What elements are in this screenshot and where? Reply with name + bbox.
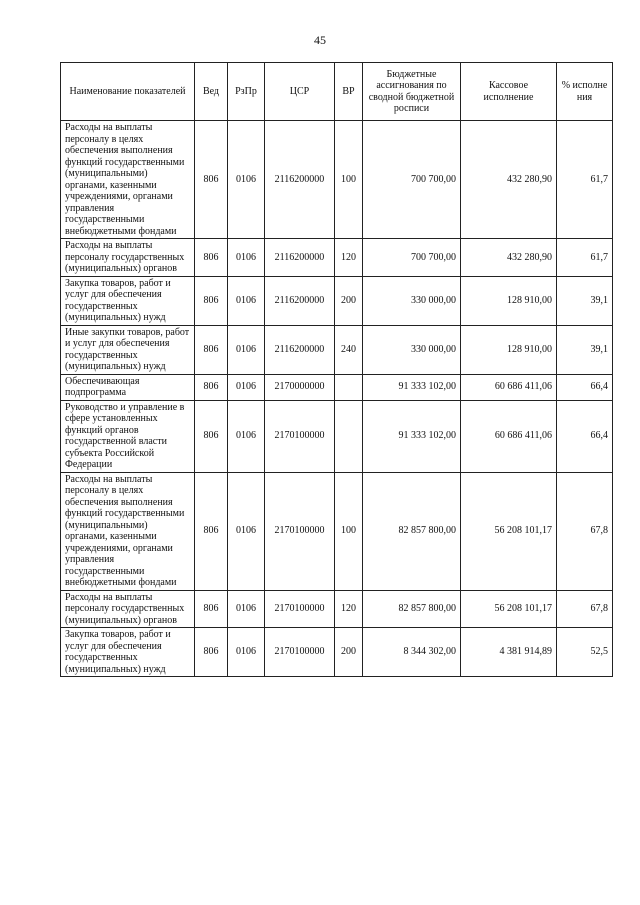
row-rzpr: 0106 <box>228 590 265 628</box>
row-ved: 806 <box>195 400 228 472</box>
table-row <box>61 400 613 472</box>
row-vr: 120 <box>335 590 363 628</box>
row-assignments: 700 700,00 <box>363 121 461 239</box>
row-vr: 240 <box>335 325 363 374</box>
header-name: Наименование показателей <box>61 63 195 121</box>
row-cash-execution: 56 208 101,17 <box>461 590 557 628</box>
row-percent: 67,8 <box>557 590 613 628</box>
row-name: Расходы на выплаты персоналу государственных (муниципальных) органов <box>61 590 195 628</box>
row-rzpr: 0106 <box>228 239 265 277</box>
row-csr: 2170000000 <box>265 374 335 400</box>
row-percent: 61,7 <box>557 239 613 277</box>
row-name: Расходы на выплаты персоналу в целях обеспечения выполнения функций государственными (муниципальными) органами, казенными учреждениями, органами управления государственными внебюджетными фондами <box>61 472 195 590</box>
table-row <box>61 121 613 239</box>
row-rzpr: 0106 <box>228 400 265 472</box>
row-assignments: 82 857 800,00 <box>363 472 461 590</box>
row-ved: 806 <box>195 325 228 374</box>
table-row <box>61 590 613 628</box>
row-ved: 806 <box>195 374 228 400</box>
row-percent: 61,7 <box>557 121 613 239</box>
row-csr: 2116200000 <box>265 121 335 239</box>
row-ved: 806 <box>195 472 228 590</box>
row-cash-execution: 60 686 411,06 <box>461 400 557 472</box>
row-vr: 200 <box>335 276 363 325</box>
header-percent: % исполне ния <box>557 63 613 121</box>
row-cash-execution: 4 381 914,89 <box>461 628 557 677</box>
row-rzpr: 0106 <box>228 472 265 590</box>
table-row <box>61 239 613 277</box>
row-ved: 806 <box>195 590 228 628</box>
row-cash-execution: 432 280,90 <box>461 121 557 239</box>
row-vr <box>335 374 363 400</box>
row-percent: 39,1 <box>557 325 613 374</box>
row-name: Иные закупки товаров, работ и услуг для обеспечения государственных (муниципальных) нужд <box>61 325 195 374</box>
row-assignments: 700 700,00 <box>363 239 461 277</box>
row-vr: 100 <box>335 121 363 239</box>
row-cash-execution: 60 686 411,06 <box>461 374 557 400</box>
header-cash-execution: Кассовое исполнение <box>461 63 557 121</box>
row-vr: 200 <box>335 628 363 677</box>
row-csr: 2170100000 <box>265 628 335 677</box>
row-name: Руководство и управление в сфере установленных функций органов государственной власти субъекта Российской Федерации <box>61 400 195 472</box>
page-number: 45 <box>314 33 326 47</box>
row-vr: 120 <box>335 239 363 277</box>
header-vr: ВР <box>335 63 363 121</box>
header-assignments: Бюджетные ассигнования по сводной бюджетной росписи <box>363 63 461 121</box>
budget-execution-table <box>60 62 613 677</box>
row-csr: 2116200000 <box>265 325 335 374</box>
row-assignments: 91 333 102,00 <box>363 400 461 472</box>
row-ved: 806 <box>195 628 228 677</box>
table-row <box>61 325 613 374</box>
row-rzpr: 0106 <box>228 374 265 400</box>
table-body <box>61 121 613 677</box>
row-rzpr: 0106 <box>228 276 265 325</box>
row-percent: 39,1 <box>557 276 613 325</box>
row-assignments: 330 000,00 <box>363 276 461 325</box>
row-percent: 67,8 <box>557 472 613 590</box>
table-row <box>61 276 613 325</box>
row-cash-execution: 128 910,00 <box>461 325 557 374</box>
table-row <box>61 374 613 400</box>
table-row <box>61 628 613 677</box>
row-assignments: 82 857 800,00 <box>363 590 461 628</box>
row-csr: 2170100000 <box>265 590 335 628</box>
header-rzpr: РзПр <box>228 63 265 121</box>
row-name: Обеспечивающая подпрограмма <box>61 374 195 400</box>
row-ved: 806 <box>195 121 228 239</box>
row-ved: 806 <box>195 239 228 277</box>
table-header-row <box>61 63 613 121</box>
header-ved: Вед <box>195 63 228 121</box>
row-rzpr: 0106 <box>228 121 265 239</box>
row-vr: 100 <box>335 472 363 590</box>
row-assignments: 330 000,00 <box>363 325 461 374</box>
row-csr: 2116200000 <box>265 239 335 277</box>
row-cash-execution: 432 280,90 <box>461 239 557 277</box>
row-percent: 66,4 <box>557 400 613 472</box>
row-cash-execution: 128 910,00 <box>461 276 557 325</box>
row-name: Закупка товаров, работ и услуг для обеспечения государственных (муниципальных) нужд <box>61 628 195 677</box>
row-rzpr: 0106 <box>228 325 265 374</box>
row-ved: 806 <box>195 276 228 325</box>
row-percent: 52,5 <box>557 628 613 677</box>
row-csr: 2170100000 <box>265 400 335 472</box>
row-cash-execution: 56 208 101,17 <box>461 472 557 590</box>
row-percent: 66,4 <box>557 374 613 400</box>
row-name: Закупка товаров, работ и услуг для обеспечения государственных (муниципальных) нужд <box>61 276 195 325</box>
table-row <box>61 472 613 590</box>
row-csr: 2116200000 <box>265 276 335 325</box>
row-name: Расходы на выплаты персоналу государственных (муниципальных) органов <box>61 239 195 277</box>
row-name: Расходы на выплаты персоналу в целях обеспечения выполнения функций государственными (муниципальными) органами, казенными учреждениями, органами управления государственными внебюджетными фондами <box>61 121 195 239</box>
header-csr: ЦСР <box>265 63 335 121</box>
row-assignments: 8 344 302,00 <box>363 628 461 677</box>
row-rzpr: 0106 <box>228 628 265 677</box>
row-assignments: 91 333 102,00 <box>363 374 461 400</box>
row-csr: 2170100000 <box>265 472 335 590</box>
row-vr <box>335 400 363 472</box>
